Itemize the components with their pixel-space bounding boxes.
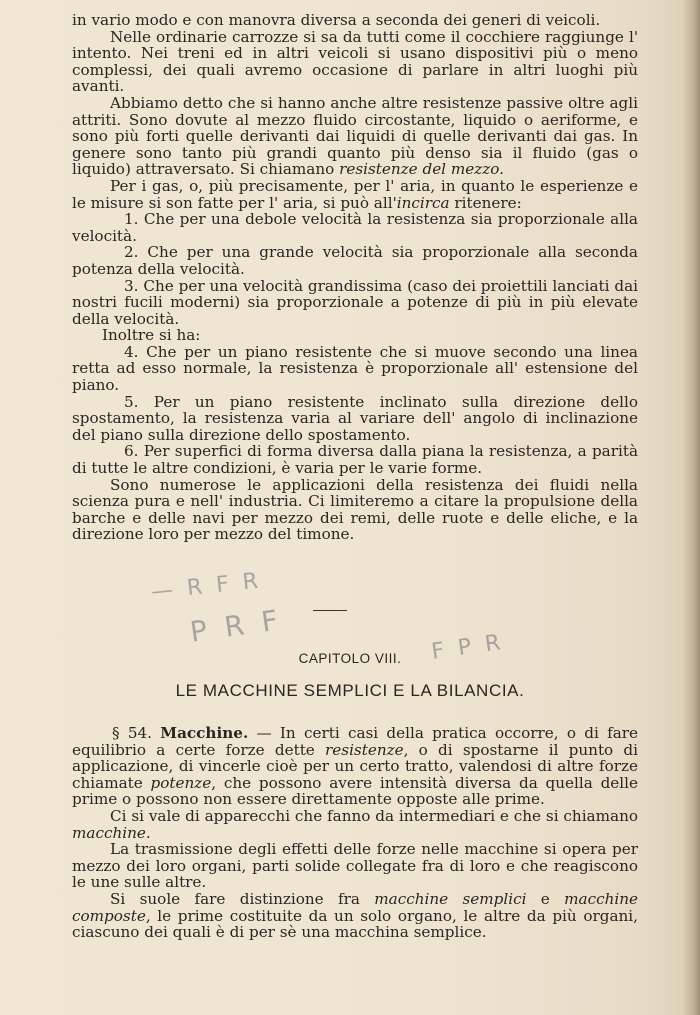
body-text-upper [72,12,638,543]
paragraph: Inoltre si ha: [102,326,201,345]
text-span: Si suole fare distinzione fra [110,889,375,908]
list-item: 1. Che per una debole velocità la resistenza sia proporzionale alla velocità. [72,210,638,245]
text-span: Abbiamo detto che si hanno anche altre resistenze passive oltre agli attriti. Sono dovute al mezzo fluido circostante, liquido o aeriforme, e sono più forti quelle derivanti dai liquidi di quelle derivanti dai gas. In genere sono tanto più grandi quanto più denso sia il fluido (gas o liquido) attraversato. Si chiamano [72,93,638,179]
text-span: e [526,889,565,908]
paragraph: Sono numerose le applicazioni della resistenza dei fluidi nella scienza pura e nell' industria. Ci limiteremo a citare la propulsione della barche e delle navi per mezzo dei remi, delle ruote e delle eliche, e la direzione loro per mezzo del timone. [72,475,638,544]
text-span: , le prime costituite da un solo organo, le altre da più organi, ciascuno dei quali è di per sè una macchina semplice. [72,906,638,942]
paragraph: in vario modo e con manovra diversa a seconda dei generi di veicoli. [72,11,601,29]
paragraph: Nelle ordinarie carrozze si sa da tutti come il cocchiere raggiunge l' intento. Nei treni ed in altri veicoli si usano dispositivi più o meno complessi, dei quali avremo occasione di parlare in altri luoghi più avanti. [72,27,638,96]
list-item: 2. Che per una grande velocità sia proporzionale alla seconda potenza della velocità. [72,243,638,278]
chapter-title: LE MACCHINE SEMPLICI E LA BILANCIA. [175,681,525,700]
emphasis: macchine composte [72,889,638,925]
text-span: , che possono avere intensità diversa da quella delle prime o possono non essere direttamente opposte alle prime. [72,773,638,809]
paragraph [72,178,638,211]
paragraph [72,95,638,178]
emphasis: resistenze del mezzo. [339,160,504,179]
list-item: 5. Per un piano resistente inclinato sulla direzione dello spostamento, la resistenza varia al variare dell' angolo di inclinazione del piano sulla direzione dello spostamento. [72,392,638,444]
list-item: 3. Che per una velocità grandissima (caso dei proiettili lanciati dai nostri fucili moderni) sia proporzionale a potenze di più in più elevate della velocità. [72,276,638,328]
chapter-label: CAPITOLO VIII. [298,651,402,666]
emphasis: potenze [150,773,212,792]
pencil-scribble: — R F R [150,568,260,605]
section-title: Macchine. [160,724,249,742]
list-item: 6. Per superfici di forma diversa dalla piana la resistenza, a parità di tutte le altre condizioni, è varia per le varie forme. [72,442,638,478]
paragraph [72,725,638,808]
pencil-scribble: P R F [188,603,280,649]
paragraph [72,891,638,941]
text-span: Ci si vale di apparecchi che fanno da intermediari e che si chiamano [110,806,638,825]
list-item: 4. Che per un piano resistente che si muove secondo una linea retta ad esso normale, la resistenza è proporzionale all' estensione del piano. [72,342,638,395]
pencil-scribble: F P R [430,630,502,665]
body-text-lower [72,725,638,941]
text-span: ritenere: [449,193,522,212]
page-edge-shadow [682,0,700,1015]
text-span: — In certi casi della pratica occorre, o di fare equilibrio a certe forze dette [72,724,639,759]
emphasis: macchine. [72,823,151,842]
text-span: Per i gas, o, più precisamente, per l' aria, in quanto le esperienze e le misure si son fatte per l' aria, si può all' [72,176,638,212]
paragraph [72,808,638,841]
emphasis: macchine semplici [374,889,527,908]
section-divider [313,610,347,611]
emphasis: resistenze [325,740,404,759]
paragraph: La trasmissione degli effetti delle forze nelle macchine si opera per mezzo dei loro organi, parti solide collegate fra di loro e che reagiscono le une sulle altre. [72,840,638,892]
text-span: , o di spostarne il punto di applicazione, di vincerle cioè per un certo tratto, valendosi di altre forze chiamate [72,740,638,792]
section-number: § 54. [112,724,153,742]
emphasis: incirca [396,193,450,212]
